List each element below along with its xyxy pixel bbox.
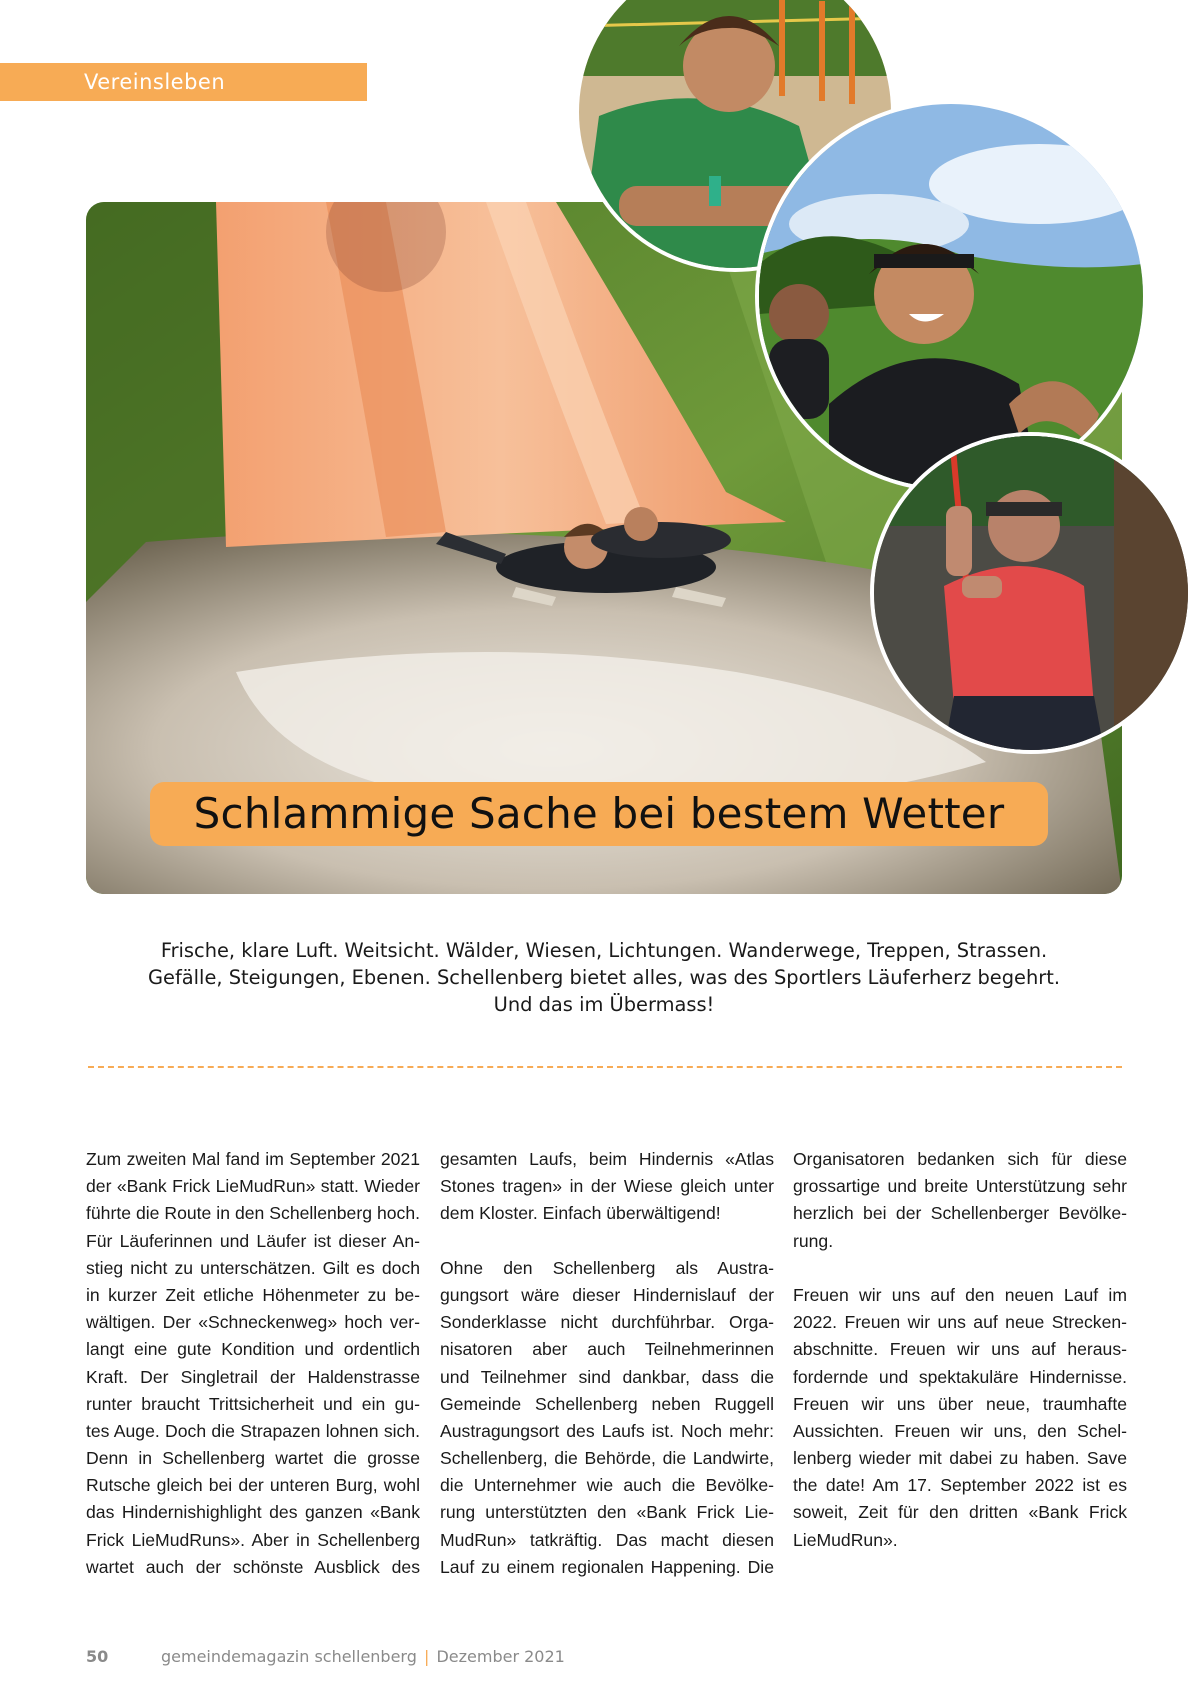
footer-separator: |	[423, 1647, 430, 1666]
text-line: wältigen. Der «Schneckenweg» hoch ver-	[86, 1312, 420, 1333]
page-number: 50	[86, 1647, 109, 1666]
text-line: in kurzer Zeit etliche Höhenmeter zu be-	[86, 1284, 420, 1305]
text-column-1	[86, 1146, 420, 1581]
circle-photo-man-rope	[870, 432, 1192, 754]
text-line: herzlich bei der Schellenberger Bevölke-	[793, 1203, 1127, 1224]
text-line: der «Bank Frick LieMudRun» statt. Wieder	[86, 1176, 420, 1197]
text-line: Stones tragen» in der Wiese gleich unter	[440, 1176, 774, 1197]
text-line: rung unterstützten den «Bank Frick Lie-	[440, 1502, 774, 1523]
publication-name: gemeindemagazin schellenberg	[161, 1647, 417, 1666]
headline: Schlammige Sache bei bestem Wetter	[150, 782, 1048, 846]
text-line: gungsort wäre dieser Hindernislauf der	[440, 1284, 774, 1305]
text-line: Frick LieMudRuns». Aber in Schellenberg	[86, 1529, 420, 1550]
text-line: Zum zweiten Mal fand im September 2021	[86, 1149, 420, 1169]
text-line: langt eine gute Kondition und ordentlich	[86, 1339, 420, 1360]
text-line: Rutsche gleich bei der unteren Burg, wohl	[86, 1475, 420, 1496]
dashed-divider	[88, 1066, 1122, 1068]
text-line: Lauf zu einem regionalen Happening. Die	[440, 1556, 774, 1577]
text-line: grossartige und breite Unterstützung sehr	[793, 1176, 1127, 1197]
section-tag: Vereinsleben	[0, 63, 367, 101]
page-footer	[86, 1647, 565, 1666]
issue-date: Dezember 2021	[436, 1647, 565, 1666]
text-line: Freuen wir uns auf den neuen Lauf im	[793, 1284, 1127, 1305]
text-line: Gemeinde Schellenberg neben Ruggell	[440, 1393, 774, 1414]
text-line: führte die Route in den Schellenberg hoch.	[86, 1203, 420, 1224]
text-line: soweit, Zeit für den dritten «Bank Frick	[793, 1502, 1127, 1523]
text-line: gesamten Laufs, beim Hindernis «Atlas	[440, 1149, 774, 1169]
text-line: stieg nicht zu unterschätzen. Gilt es doch	[86, 1257, 420, 1278]
text-line: fordernde und spektakuläre Hindernisse.	[793, 1366, 1127, 1387]
text-line: Für Läuferinnen und Läufer ist dieser An-	[86, 1230, 420, 1251]
text-line: Freuen wir uns über neue, traumhafte	[793, 1393, 1127, 1414]
text-line: wartet auch der schönste Ausblick des	[86, 1556, 420, 1577]
text-line: dem Kloster. Einfach überwältigend!	[440, 1203, 721, 1224]
text-line: Ohne den Schellenberg als Austra-	[440, 1257, 774, 1278]
paragraph-gap	[440, 1228, 774, 1255]
circle-photo-woman-laughing	[755, 100, 1147, 492]
paragraph-gap	[793, 1255, 1127, 1282]
text-column-2	[440, 1146, 774, 1581]
text-line: Austragungsort des Laufs ist. Noch mehr:	[440, 1420, 774, 1441]
text-column-3	[793, 1146, 1127, 1554]
text-line: Denn in Schellenberg wartet die grosse	[86, 1448, 420, 1469]
text-line: das Hindernishighlight des ganzen «Bank	[86, 1502, 420, 1523]
lead-line: Und das im Übermass!	[493, 993, 715, 1016]
text-line: 2022. Freuen wir uns auf neue Strecken-	[793, 1312, 1127, 1333]
text-line: runter braucht Trittsicherheit und ein gu-	[86, 1393, 420, 1414]
text-line: rung.	[793, 1230, 834, 1251]
text-line: Organisatoren bedanken sich für diese	[793, 1149, 1127, 1169]
text-line: die Unternehmer wie auch die Bevölke-	[440, 1475, 774, 1496]
text-line: LieMudRun».	[793, 1529, 898, 1550]
text-line: nisatoren aber auch Teilnehmerinnen	[440, 1339, 774, 1360]
text-line: und Teilnehmer sind dankbar, dass die	[440, 1366, 774, 1387]
text-line: Sonderklasse nicht durchführbar. Orga-	[440, 1312, 774, 1333]
lead-paragraph	[86, 937, 1122, 1018]
lead-line: Gefälle, Steigungen, Ebenen. Schellenberg bietet alles, was des Sportlers Läuferherz begehrt.	[148, 966, 1060, 989]
text-line: abschnitte. Freuen wir uns auf heraus-	[793, 1339, 1127, 1360]
text-line: tes Auge. Doch die Strapazen lohnen sich.	[86, 1420, 420, 1441]
text-line: MudRun» tatkräftig. Das macht diesen	[440, 1529, 774, 1550]
lead-line: Frische, klare Luft. Weitsicht. Wälder, Wiesen, Lichtungen. Wanderwege, Treppen, Strassen.	[160, 939, 1048, 962]
text-line: Schellenberg, die Behörde, die Landwirte,	[440, 1448, 774, 1469]
text-line: Aussichten. Freuen wir uns, den Schel-	[793, 1420, 1127, 1441]
text-line: lenberg wieder mit dabei zu haben. Save	[793, 1448, 1127, 1469]
text-line: the date! Am 17. September 2022 ist es	[793, 1475, 1127, 1496]
text-line: Kraft. Der Singletrail der Haldenstrasse	[86, 1366, 420, 1387]
